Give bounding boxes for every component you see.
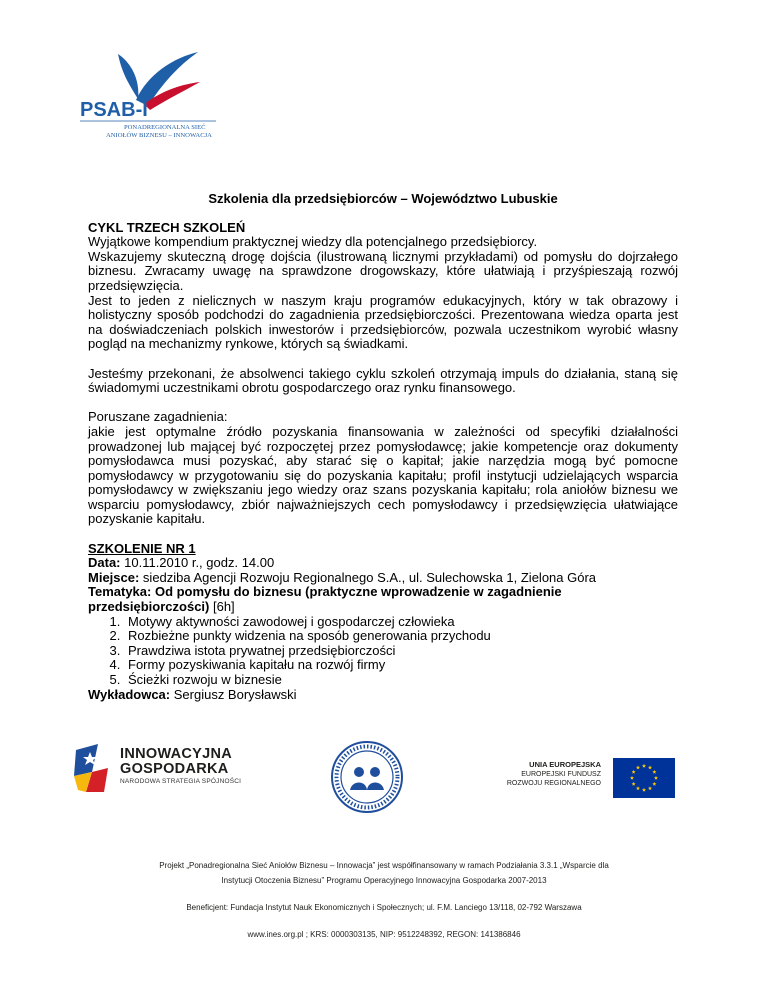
training-place-value: siedziba Agencji Rozwoju Regionalnego S.A., ul. Sulechowska 1, Zielona Góra xyxy=(139,569,597,585)
footer-line-3: Beneficjent: Fundacja Instytut Nauk Ekonomicznych i Społecznych; ul. F.M. Lanciego 13/118, 02-792 Warszawa xyxy=(186,903,582,912)
training-date-value: 10.11.2010 r., godz. 14.00 xyxy=(120,555,275,571)
training-place xyxy=(88,571,678,586)
eu-star xyxy=(632,782,636,786)
svg-text:ANIOŁÓW BIZNESU – INNOWACJA: ANIOŁÓW BIZNESU – INNOWACJA xyxy=(106,132,212,139)
training-topics-list xyxy=(88,615,678,688)
intro-paragraph-3: Jest to jeden z nielicznych w naszym kraju programów edukacyjnych, który w tak obrazowy i holistyczny sposób podchodzi do zagadnienia przedsiębiorczości. Prezentowana wiedza oparta jest na doświadczeniach polskich inwestorów i przedsiębiorców, pozwala uczestnikom wyrobić własny pogląd na mechanizmy rynkowe, których są świadkami. xyxy=(88,292,678,352)
intro-paragraph-1: Wyjątkowe kompendium praktycznej wiedzy dla potencjalnego przedsiębiorcy. xyxy=(88,234,538,250)
list-item: 5. Ścieżki rozwoju w biznesie xyxy=(124,673,678,688)
ig-line1: INNOWACYJNA xyxy=(120,746,233,762)
eu-star xyxy=(632,770,636,774)
eu-star xyxy=(636,786,640,790)
footer-line-4: www.ines.org.pl ; KRS: 0000303135, NIP: 9512248392, REGON: 141386846 xyxy=(247,930,521,939)
eu-star xyxy=(642,764,646,768)
psab-bird-logo xyxy=(78,44,218,144)
partner-logos xyxy=(70,740,690,810)
footer-line-2: Instytucji Otoczenia Biznesu” Programu Operacyjnego Innowacyjna Gospodarka 2007-2013 xyxy=(221,876,547,885)
footer xyxy=(60,858,708,942)
eu-flag-icon xyxy=(613,758,675,798)
psab-logo xyxy=(78,44,218,144)
training-date-label: Data: xyxy=(88,555,121,571)
ue-line2: EUROPEJSKI FUNDUSZ xyxy=(521,771,601,778)
training-heading: SZKOLENIE NR 1 xyxy=(88,540,196,556)
training-lecturer-value: Sergiusz Borysławski xyxy=(170,686,297,702)
eu-star xyxy=(648,786,652,790)
list-item: 1. Motywy aktywności zawodowej i gospodarczej człowieka xyxy=(124,615,678,630)
psab-brand-text: PSAB-I xyxy=(80,99,148,121)
eu-star xyxy=(636,765,640,769)
ig-line3: NARODOWA STRATEGIA SPÓJNOŚCI xyxy=(120,778,242,785)
innowacyjna-gospodarka-logo xyxy=(70,740,250,800)
topics-paragraph: jakie jest optymalne źródło pozyskania finansowania w zależności od specyfiki działalności prowadzonej lub mającej być rozpoczętej przez pomysłodawcę; jakie kompetencje oraz dokumenty pomysłodawca musi pozyskać, aby starać się o kapitał; jakie narzędzia mogą być pomocne pomysłodawcy w przygotowaniu się do pozyskania kapitału; profil instytucji udzielających wsparcia pomysłodawcy w zwiększaniu jego wiedzy oraz szans pozyskania kapitału; rola aniołów biznesu we wsparciu pomysłodawcy, zbiór najważniejszych cech pomysłodawcy i przedsięwzięcia ułatwiające pozyskanie kapitału. xyxy=(88,423,678,527)
training-topic-hours: [6h] xyxy=(209,599,235,615)
training-place-label: Miejsce: xyxy=(88,569,140,585)
list-item: 2. Rozbieżne punkty widzenia na sposób generowania przychodu xyxy=(124,629,678,644)
conviction-paragraph: Jesteśmy przekonani, że absolwenci takiego cyklu szkoleń otrzymają impuls do działania, staną się świadomymi uczestnikami obrotu gospodarczego oraz rynku finansowego. xyxy=(88,365,678,396)
training-lecturer-label: Wykładowca: xyxy=(88,686,171,702)
document-title: Szkolenia dla przedsiębiorców – Województwo Lubuskie xyxy=(208,191,558,206)
intro-paragraph-2: Wskazujemy skuteczną drogę dojścia (ilustrowaną licznymi przykładami) od pomysłu do dojrzałego biznesu. Zwracamy uwagę na sprawdzone drogowskazy, które ułatwiają i przyśpieszają rozwój przedsięwzięcia. xyxy=(88,248,678,293)
ig-star-icon xyxy=(72,742,112,794)
ines-seal-icon xyxy=(330,740,404,814)
eu-star xyxy=(654,776,658,780)
cycle-heading: CYKL TRZECH SZKOLEŃ xyxy=(88,219,246,235)
training-topic xyxy=(88,585,568,614)
topics-label: Poruszane zagadnienia: xyxy=(88,409,228,425)
ue-line1: UNIA EUROPEJSKA xyxy=(529,760,601,769)
eu-star xyxy=(648,765,652,769)
eu-star xyxy=(652,770,656,774)
ines-seal-logo xyxy=(330,740,404,814)
training-lecturer xyxy=(88,688,678,703)
list-item: 4. Formy pozyskiwania kapitału na rozwój firmy xyxy=(124,658,678,673)
training-date xyxy=(88,556,678,571)
eu-erdf-logo xyxy=(500,758,675,798)
eu-star xyxy=(642,788,646,792)
training-topic-label: Tematyka: Od pomysłu do biznesu (praktyczne wprowadzenie w zagadnienie przedsiębiorczości) xyxy=(88,584,562,615)
ue-line3: ROZWOJU REGIONALNEGO xyxy=(506,780,601,787)
document-body xyxy=(88,192,678,702)
eu-star xyxy=(652,782,656,786)
eu-star xyxy=(630,776,634,780)
ig-line2: GOSPODARKA xyxy=(120,761,229,777)
footer-line-1: Projekt „Ponadregionalna Sieć Aniołów Biznesu – Innowacja” jest współfinansowany w ramach Podziałania 3.3.1 „Wsparcie dla xyxy=(159,861,609,870)
list-item: 3. Prawdziwa istota prywatnej przedsiębiorczości xyxy=(124,644,678,659)
svg-text:PONADREGIONALNA SIEĆ: PONADREGIONALNA SIEĆ xyxy=(124,124,206,131)
